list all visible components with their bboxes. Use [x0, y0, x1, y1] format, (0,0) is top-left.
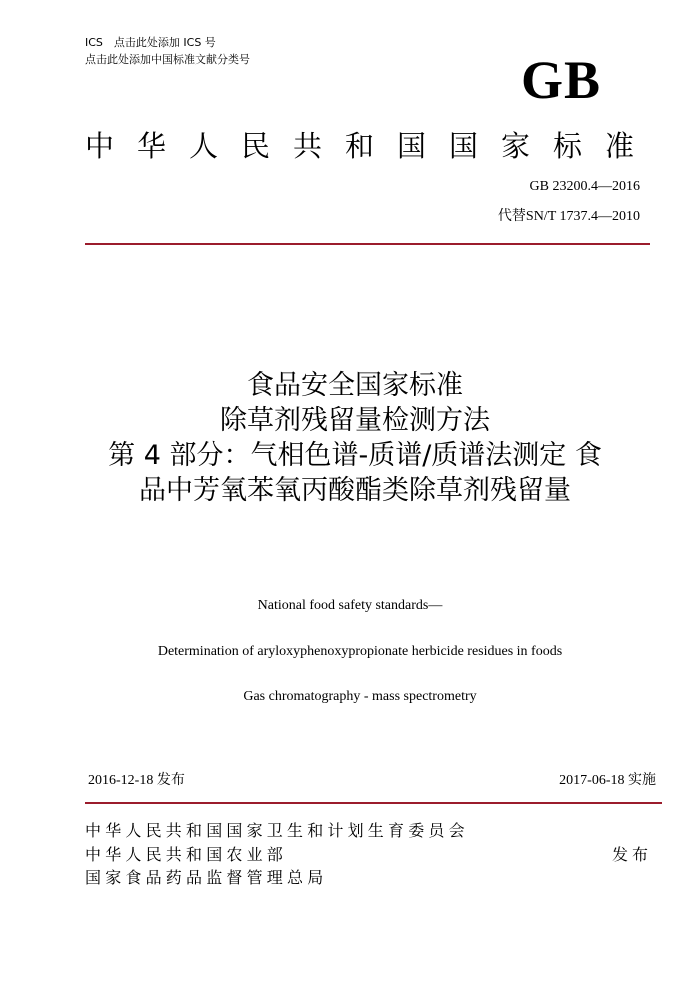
- effective-date: 2017-06-18 实施: [559, 773, 656, 788]
- standard-number: GB 23200.4—2016: [529, 179, 640, 194]
- issuer-line: 中华人民共和国农业部: [85, 845, 288, 864]
- issuer-line: 国家食品药品监督管理总局: [85, 868, 328, 887]
- title-line: 品中芳氧苯氧丙酸酯类除草剂残留量: [139, 475, 571, 506]
- header-divider: [85, 243, 650, 245]
- publish-label: 发布: [611, 845, 652, 864]
- standard-heading: 中华人民共和国国家标准: [85, 129, 658, 163]
- chinese-title: [60, 368, 650, 508]
- issue-date: 2016-12-18 发布: [88, 773, 185, 788]
- ics-number: ICS 点击此处添加 ICS 号: [85, 36, 216, 49]
- english-title-line: Determination of aryloxyphenoxypropionate herbicide residues in foods: [157, 644, 563, 659]
- title-line: 除草剂残留量检测方法: [220, 405, 490, 436]
- title-line: 第 4 部分：气相色谱-质谱/质谱法测定 食: [108, 440, 602, 471]
- gb-logo: GB: [520, 50, 602, 110]
- classification-number: 点击此处添加中国标准文献分类号: [85, 53, 250, 66]
- date-divider: [85, 802, 662, 804]
- issuer-line: 中华人民共和国国家卫生和计划生育委员会: [85, 821, 469, 840]
- english-title-line: Gas chromatography - mass spectrometry: [243, 689, 477, 704]
- title-line: 食品安全国家标准: [247, 370, 463, 401]
- replaces-standard: 代替SN/T 1737.4—2010: [497, 209, 640, 224]
- english-title-line: National food safety standards—: [257, 598, 443, 613]
